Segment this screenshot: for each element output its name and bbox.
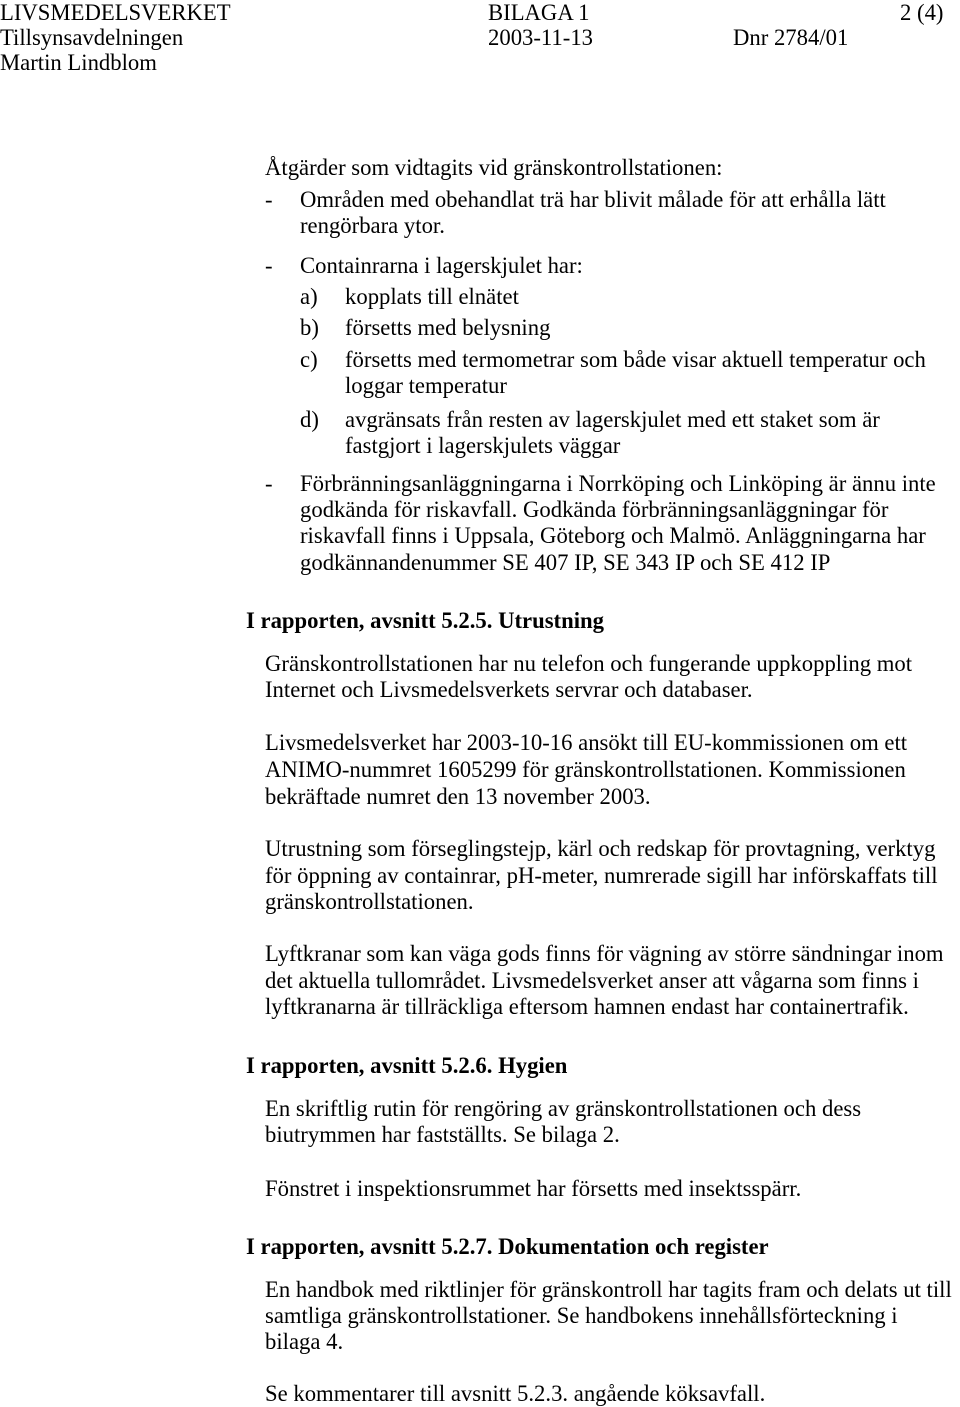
paragraph-line: En skriftlig rutin för rengöring av gränskontrollstationen och dess xyxy=(265,1096,862,1121)
list-item-line: riskavfall finns i Uppsala, Göteborg och Malmö. Anläggningarna har xyxy=(300,523,926,548)
paragraph-line: bekräftade numret den 13 november 2003. xyxy=(265,784,651,809)
paragraph-line: ANIMO-nummret 1605299 för gränskontrollstationen. Kommissionen xyxy=(265,757,906,782)
sublist-item-line: fastgjort i lagerskjulets väggar xyxy=(345,433,621,458)
bullet-marker: - xyxy=(265,187,273,212)
sublist-marker: d) xyxy=(300,407,319,432)
list-item-line: Områden med obehandlat trä har blivit målade för att erhålla lätt xyxy=(300,187,886,212)
paragraph-line: Se kommentarer till avsnitt 5.2.3. angående köksavfall. xyxy=(265,1381,766,1406)
paragraph-line: Internet och Livsmedelsverkets servrar och databaser. xyxy=(265,677,753,702)
sublist-marker: b) xyxy=(300,315,319,340)
paragraph-line: för öppning av containrar, pH-meter, numrerade sigill har införskaffats till xyxy=(265,863,938,888)
paragraph-line: Lyftkranar som kan väga gods finns för vägning av större sändningar inom xyxy=(265,941,944,966)
paragraph-line: gränskontrollstationen. xyxy=(265,889,474,914)
list-item-line: godkända för riskavfall. Godkända förbränningsanläggningar för xyxy=(300,497,889,522)
header-attachment-label: BILAGA 1 xyxy=(488,0,590,25)
paragraph-line: Fönstret i inspektionsrummet har försetts med insektsspärr. xyxy=(265,1176,802,1201)
list-item-line: godkännandenummer SE 407 IP, SE 343 IP och SE 412 IP xyxy=(300,550,831,575)
section-heading: I rapporten, avsnitt 5.2.7. Dokumentation och register xyxy=(246,1234,769,1259)
section-heading: I rapporten, avsnitt 5.2.5. Utrustning xyxy=(246,608,604,633)
list-item-line: Förbränningsanläggningarna i Norrköping och Linköping är ännu inte xyxy=(300,471,936,496)
sublist-marker: c) xyxy=(300,347,318,372)
paragraph-line: Utrustning som förseglingstejp, kärl och redskap för provtagning, verktyg xyxy=(265,836,936,861)
sublist-marker: a) xyxy=(300,284,318,309)
header-page-number: 2 (4) xyxy=(900,0,944,25)
header-org-name: LIVSMEDELSVERKET xyxy=(0,0,231,25)
paragraph-line: Livsmedelsverket har 2003-10-16 ansökt till EU-kommissionen om ett xyxy=(265,730,908,755)
list-item-line: rengörbara ytor. xyxy=(300,213,445,238)
paragraph-line: En handbok med riktlinjer för gränskontroll har tagits fram och delats ut till xyxy=(265,1277,952,1302)
bullet-marker: - xyxy=(265,471,273,496)
paragraph-line: biutrymmen har fastställts. Se bilaga 2. xyxy=(265,1122,620,1147)
sublist-item-line: avgränsats från resten av lagerskjulet med ett staket som är xyxy=(345,407,880,432)
sublist-item-line: loggar temperatur xyxy=(345,373,507,398)
paragraph-line: bilaga 4. xyxy=(265,1329,344,1354)
sublist-item-line: försetts med belysning xyxy=(345,315,551,340)
paragraph-line: samtliga gränskontrollstationer. Se handbokens innehållsförteckning i xyxy=(265,1303,898,1328)
measures-intro: Åtgärder som vidtagits vid gränskontrollstationen: xyxy=(265,155,723,180)
section-heading: I rapporten, avsnitt 5.2.6. Hygien xyxy=(246,1053,568,1078)
paragraph-line: lyftkranarna är tillräckliga eftersom hamnen endast har containertrafik. xyxy=(265,994,909,1019)
header-department: Tillsynsavdelningen xyxy=(0,25,184,50)
paragraph-line: det aktuella tullområdet. Livsmedelsverket anser att vågarna som finns i xyxy=(265,968,919,993)
header-reference-number: Dnr 2784/01 xyxy=(733,25,849,50)
header-date: 2003-11-13 xyxy=(488,25,594,50)
sublist-item-line: försetts med termometrar som både visar aktuell temperatur och xyxy=(345,347,926,372)
sublist-item-line: kopplats till elnätet xyxy=(345,284,519,309)
header-author: Martin Lindblom xyxy=(0,50,157,75)
list-item-line: Containrarna i lagerskjulet har: xyxy=(300,253,583,278)
bullet-marker: - xyxy=(265,253,273,278)
paragraph-line: Gränskontrollstationen har nu telefon och fungerande uppkoppling mot xyxy=(265,651,913,676)
